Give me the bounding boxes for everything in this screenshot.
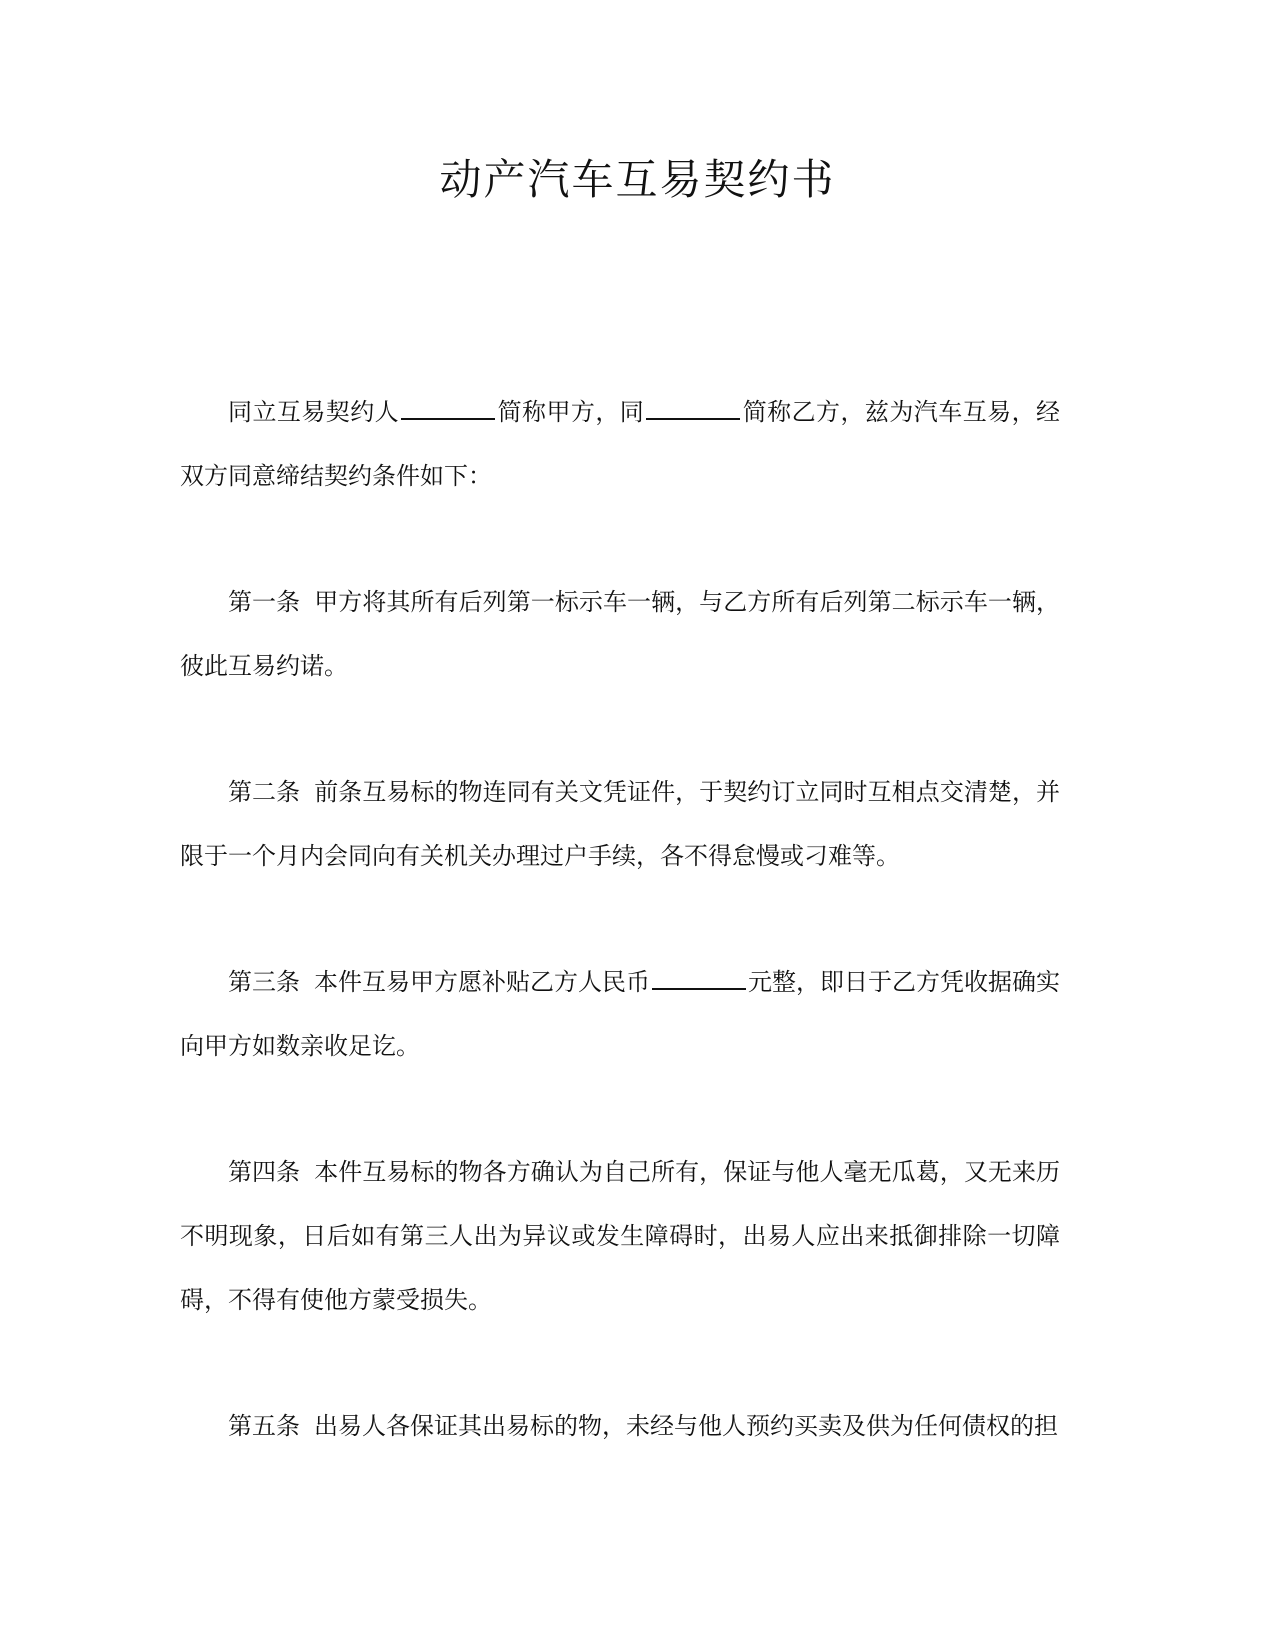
article-5-label: 第五条 bbox=[228, 1412, 300, 1440]
article-2 bbox=[180, 760, 1060, 888]
article-3-label: 第三条 bbox=[228, 968, 300, 996]
article-1-text: 甲方将其所有后列第一标示车一辆，与乙方所有后列第二标示车一辆，彼此互易约诺。 bbox=[180, 588, 1061, 680]
preamble-paragraph bbox=[180, 380, 1060, 508]
amount-blank bbox=[652, 966, 746, 990]
article-4-label: 第四条 bbox=[228, 1158, 301, 1186]
article-1-label: 第一条 bbox=[228, 588, 301, 616]
article-2-label: 第二条 bbox=[228, 778, 301, 806]
article-3-text-a: 本件互易甲方愿补贴乙方人民币 bbox=[314, 968, 650, 996]
article-1 bbox=[180, 570, 1060, 698]
document-title: 动产汽车互易契约书 bbox=[439, 155, 836, 204]
article-2-text: 前条互易标的物连同有关文凭证件，于契约订立同时互相点交清楚，并限于一个月内会同向有关机关办理过户手续，各不得怠慢或刁难等。 bbox=[180, 778, 1061, 870]
party-a-blank bbox=[401, 396, 495, 420]
article-4-text: 本件互易标的物各方确认为自己所有，保证与他人毫无瓜葛，又无来历不明现象，日后如有第三人出为异议或发生障碍时，出易人应出来抵御排除一切障碍，不得有使他方蒙受损失。 bbox=[180, 1158, 1061, 1314]
party-b-blank bbox=[646, 396, 740, 420]
article-3 bbox=[180, 950, 1060, 1078]
preamble-text-b: 简称甲方，同 bbox=[497, 398, 645, 426]
preamble-text-c: 简称乙方，兹为汽车互易，经双方同意缔结契约条件如下： bbox=[180, 398, 1061, 490]
article-5-text: 出易人各保证其出易标的物，未经与他人预约买卖及供为任何债权的担 bbox=[314, 1412, 1058, 1440]
article-3-text-b: 元整，即日于乙方凭收据确实向甲方如数亲收足讫。 bbox=[180, 968, 1060, 1060]
preamble-text-a: 同立互易契约人 bbox=[228, 398, 400, 426]
document-body bbox=[180, 380, 1060, 1520]
article-5 bbox=[180, 1394, 1060, 1458]
article-4 bbox=[180, 1140, 1060, 1332]
